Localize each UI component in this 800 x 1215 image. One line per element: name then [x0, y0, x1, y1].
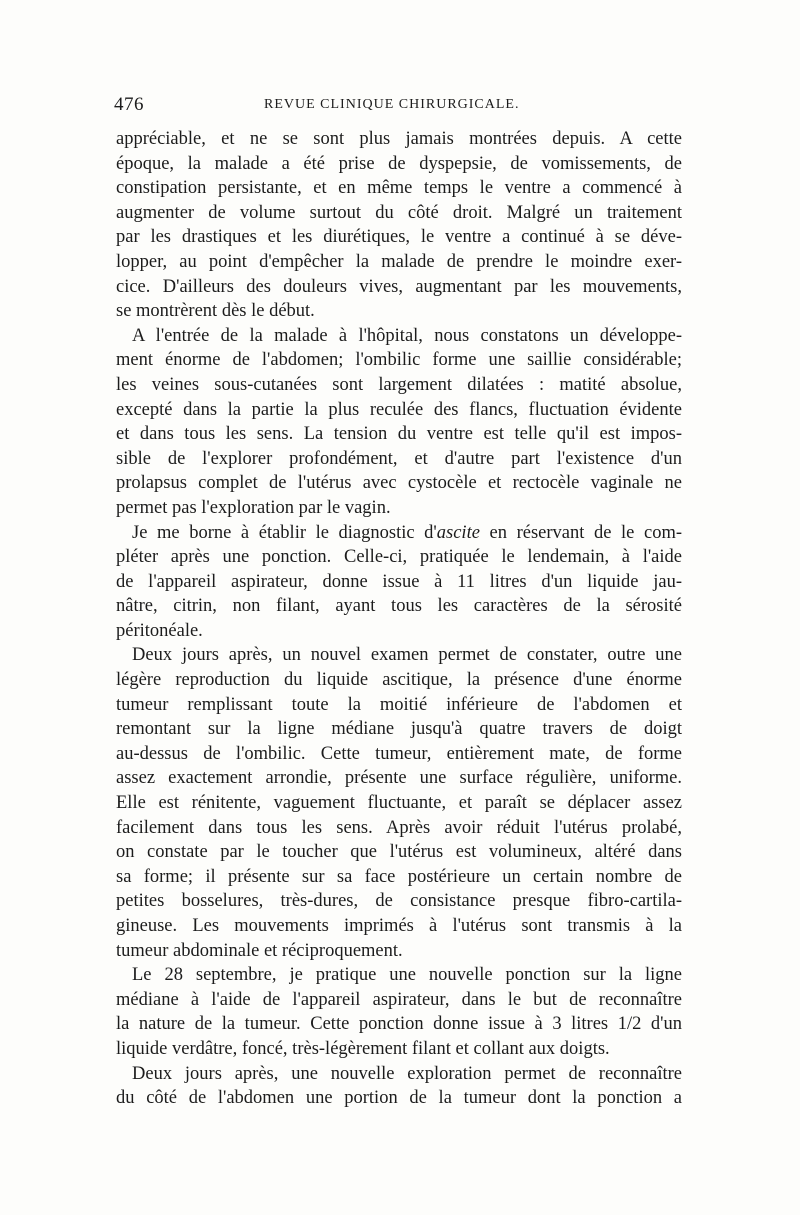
text-line: péritonéale. [116, 620, 203, 641]
text-line: pléter après une ponction. Celle-ci, pratiquée le lendemain, à l'aide [116, 547, 682, 568]
text-line: du côté de l'abdomen une portion de la tumeur dont la ponction a [116, 1088, 682, 1109]
text-line: constipation persistante, et en même temps le ventre a commencé à [116, 178, 682, 199]
text-line: nâtre, citrin, non filant, ayant tous les caractères de la sérosité [116, 596, 682, 617]
text-line: excepté dans la partie la plus reculée des flancs, fluctuation évidente [116, 399, 682, 420]
text-line: ment énorme de l'abdomen; l'ombilic forme une saillie considérable; [116, 350, 682, 371]
text-span: Je me borne à établir le diagnostic d' [132, 522, 437, 543]
text-line: se montrèrent dès le début. [116, 301, 315, 322]
page-number: 476 [114, 94, 144, 115]
text-line: au-dessus de l'ombilic. Cette tumeur, entièrement mate, de forme [116, 743, 682, 764]
italic-term: ascite [436, 522, 480, 543]
text-line: médiane à l'aide de l'appareil aspirateur, dans le but de reconnaître [116, 989, 682, 1010]
text-line: petites bosselures, très-dures, de consistance presque fibro-cartila- [116, 891, 682, 912]
text-line: sible de l'explorer profondément, et d'autre part l'existence d'un [116, 448, 682, 469]
text-line: la nature de la tumeur. Cette ponction donne issue à 3 litres 1/2 d'un [116, 1014, 682, 1035]
text-line: gineuse. Les mouvements imprimés à l'utérus sont transmis à la [116, 916, 682, 936]
page-header [114, 94, 682, 118]
text-line: Deux jours après, une nouvelle exploration permet de reconnaître [132, 1063, 682, 1084]
text-line: par les drastiques et les diurétiques, le ventre a continué à se déve- [116, 227, 682, 248]
text-span: en réservant de le com- [479, 522, 682, 543]
text-line: tumeur remplissant toute la moitié inférieure de l'abdomen et [116, 694, 682, 715]
text-line: remontant sur la ligne médiane jusqu'à quatre travers de doigt [116, 719, 682, 740]
text-line: Le 28 septembre, je pratique une nouvelle ponction sur la ligne [132, 965, 682, 986]
text-line: prolapsus complet de l'utérus avec cystocèle et rectocèle vaginale ne [116, 473, 682, 494]
text-line: appréciable, et ne se sont plus jamais montrées depuis. A cette [116, 129, 682, 149]
text-line: les veines sous-cutanées sont largement dilatées : matité absolue, [116, 374, 682, 395]
text-line: tumeur abdominale et réciproquement. [116, 940, 403, 961]
text-line: époque, la malade a été prise de dyspepsie, de vomissements, de [116, 153, 682, 174]
text-line: Deux jours après, un nouvel examen permet de constater, outre une [132, 645, 682, 666]
text-line: Elle est rénitente, vaguement fluctuante, et paraît se déplacer assez [116, 793, 682, 814]
text-line: A l'entrée de la malade à l'hôpital, nous constatons un développe- [132, 325, 682, 346]
text-line: assez exactement arrondie, présente une surface régulière, uniforme. [116, 768, 682, 789]
text-line: sa forme; il présente sur sa face postérieure un certain nombre de [116, 866, 682, 887]
body-text [116, 127, 682, 1111]
text-line: lopper, au point d'empêcher la malade de prendre le moindre exer- [116, 251, 682, 272]
running-title: REVUE CLINIQUE CHIRURGICALE. [264, 97, 520, 112]
text-line: permet pas l'exploration par le vagin. [116, 497, 391, 518]
text-line [116, 521, 682, 546]
text-line: facilement dans tous les sens. Après avoir réduit l'utérus prolabé, [116, 817, 682, 838]
text-line: liquide verdâtre, foncé, très-légèrement filant et collant aux doigts. [116, 1038, 610, 1059]
text-line: légère reproduction du liquide ascitique, la présence d'une énorme [116, 670, 682, 691]
text-line: de l'appareil aspirateur, donne issue à 11 litres d'un liquide jau- [116, 571, 682, 592]
text-line: cice. D'ailleurs des douleurs vives, augmentant par les mouvements, [116, 276, 682, 297]
text-line: augmenter de volume surtout du côté droit. Malgré un traitement [116, 202, 682, 223]
text-line: et dans tous les sens. La tension du ventre est telle qu'il est impos- [116, 424, 682, 445]
text-line: on constate par le toucher que l'utérus est volumineux, altéré dans [116, 842, 682, 863]
